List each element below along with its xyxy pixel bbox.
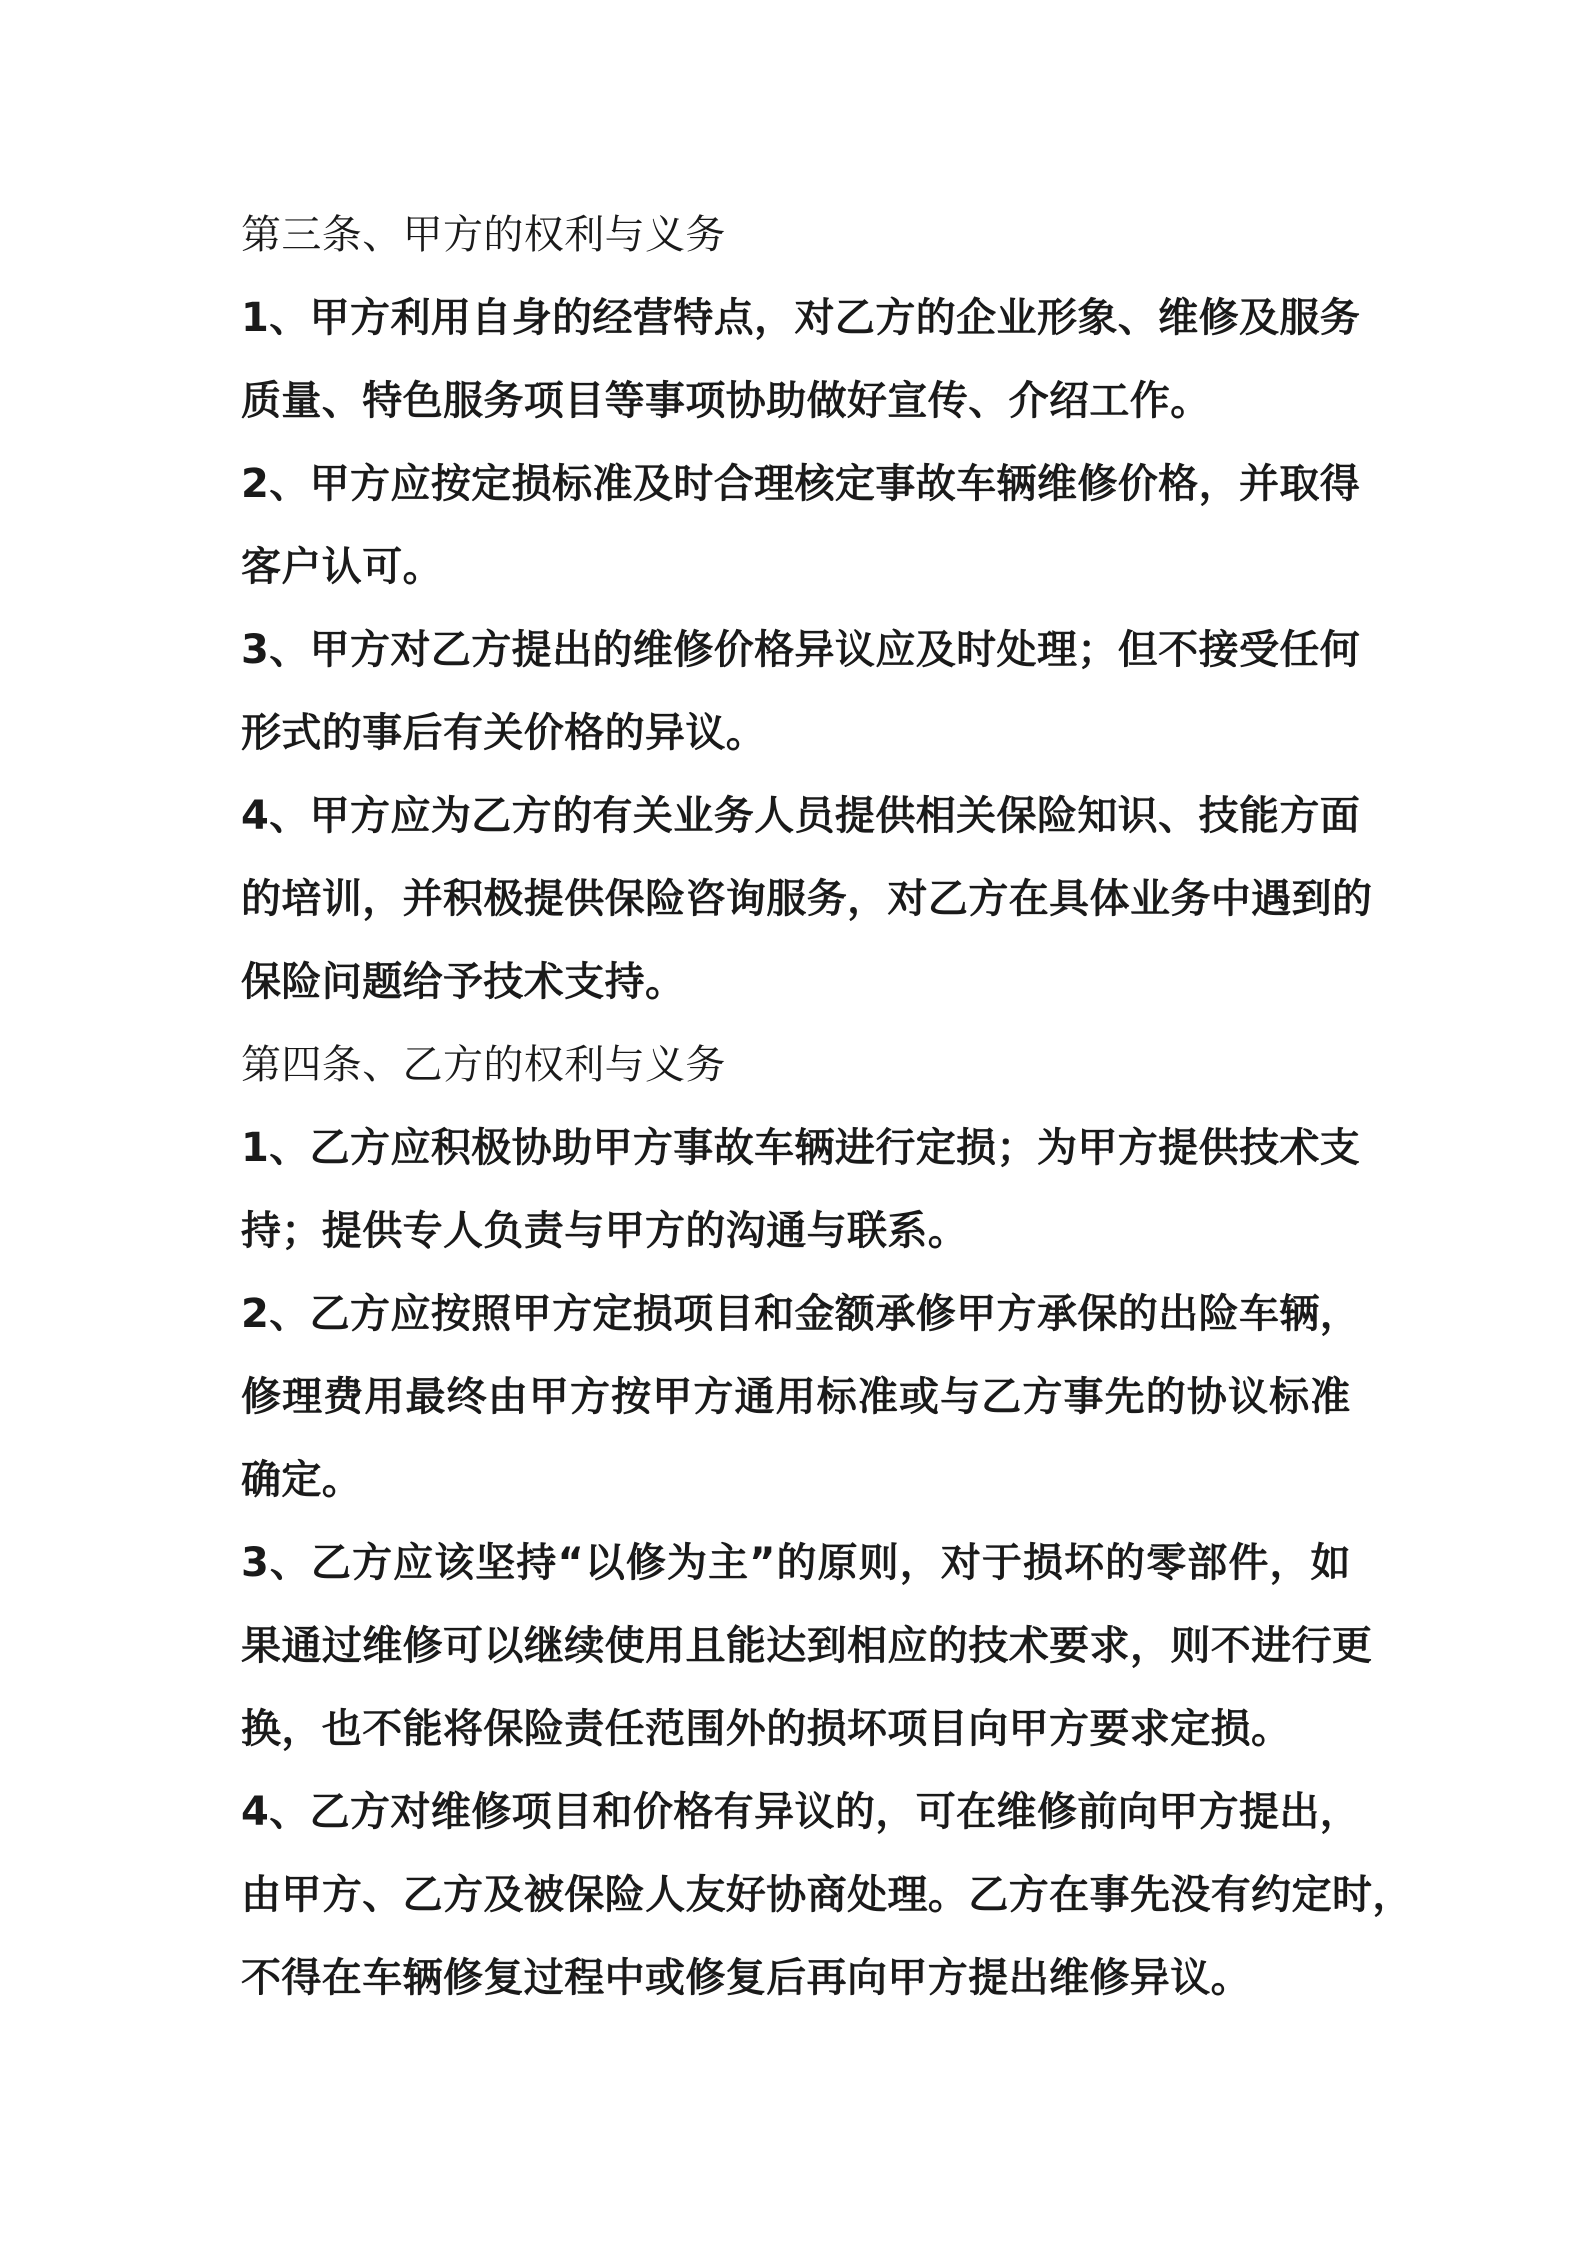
paragraph-line: 确定。 bbox=[241, 1457, 363, 1503]
paragraph-line: 的 培 训 ， 并 积 极 提 供 保 险 咨 询 服 务 ， 对 乙 方 在 具 体 业 务 中 遇 到 的 bbox=[241, 876, 1373, 922]
section-3-item-1 bbox=[241, 277, 1361, 443]
paragraph-line: 换，也不能将保险责任范围外的损坏项目向甲方要求定损。 bbox=[241, 1706, 1292, 1752]
paragraph-line: 果 通 过 维 修 可 以 继 续 使 用 且 能 达 到 相 应 的 技 术 要 求 ， 则 不 进 行 更 bbox=[241, 1623, 1373, 1669]
paragraph-line: 形式的事后有关价格的异议。 bbox=[241, 710, 767, 756]
paragraph-line: 4 、 甲 方 应 为 乙 方 的 有 关 业 务 人 员 提 供 相 关 保 险 知 识 、 技 能 方 面 bbox=[241, 793, 1361, 839]
section-3-item-3 bbox=[241, 609, 1361, 775]
paragraph-line: 修 理 费 用 最 终 由 甲 方 按 甲 方 通 用 标 准 或 与 乙 方 事 先 的 协 议 标 准 bbox=[241, 1374, 1351, 1420]
section-3-heading: 第三条、甲方的权利与义务 bbox=[241, 212, 726, 258]
section-3-item-2 bbox=[241, 443, 1361, 609]
paragraph-line: 质量、特色服务项目等事项协助做好宣传、介绍工作。 bbox=[241, 378, 1211, 424]
paragraph-line: 3 、 乙 方 应 该 坚 持 “ 以 修 为 主 ” 的 原 则 ， 对 于 损 坏 的 零 部 件 ， 如 bbox=[241, 1540, 1351, 1586]
paragraph-line: 由 甲 方 、 乙 方 及 被 保 险 人 友 好 协 商 处 理 。 乙 方 在 事 先 没 有 约 定 时 ， bbox=[241, 1872, 1413, 1918]
paragraph-line: 不得在车辆修复过程中或修复后再向甲方提出维修异议。 bbox=[241, 1955, 1251, 2001]
section-4-item-4 bbox=[241, 1771, 1413, 2020]
paragraph-line: 4 、 乙 方 对 维 修 项 目 和 价 格 有 异 议 的 ， 可 在 维 修 前 向 甲 方 提 出 ， bbox=[241, 1789, 1361, 1835]
paragraph-line: 持；提供专人负责与甲方的沟通与联系。 bbox=[241, 1208, 969, 1254]
section-3-item-4 bbox=[241, 775, 1373, 1024]
paragraph-line: 1 、 乙 方 应 积 极 协 助 甲 方 事 故 车 辆 进 行 定 损 ； 为 甲 方 提 供 技 术 支 bbox=[241, 1125, 1361, 1171]
section-4-item-1 bbox=[241, 1107, 1361, 1273]
paragraph-line: 3 、 甲 方 对 乙 方 提 出 的 维 修 价 格 异 议 应 及 时 处 理 ； 但 不 接 受 任 何 bbox=[241, 627, 1361, 673]
section-4-item-2 bbox=[241, 1273, 1361, 1522]
paragraph-line: 1 、 甲 方 利 用 自 身 的 经 营 特 点 ， 对 乙 方 的 企 业 形 象 、 维 修 及 服 务 bbox=[241, 295, 1361, 341]
paragraph-line: 2 、 甲 方 应 按 定 损 标 准 及 时 合 理 核 定 事 故 车 辆 维 修 价 格 ， 并 取 得 bbox=[241, 461, 1361, 507]
section-4-heading: 第四条、乙方的权利与义务 bbox=[241, 1042, 726, 1088]
section-4-item-3 bbox=[241, 1522, 1373, 1771]
paragraph-line: 保险问题给予技术支持。 bbox=[241, 959, 686, 1005]
document-body bbox=[241, 194, 1413, 2020]
paragraph-line: 2 、 乙 方 应 按 照 甲 方 定 损 项 目 和 金 额 承 修 甲 方 承 保 的 出 险 车 辆 ， bbox=[241, 1291, 1361, 1337]
paragraph-line: 客户认可。 bbox=[241, 544, 443, 590]
